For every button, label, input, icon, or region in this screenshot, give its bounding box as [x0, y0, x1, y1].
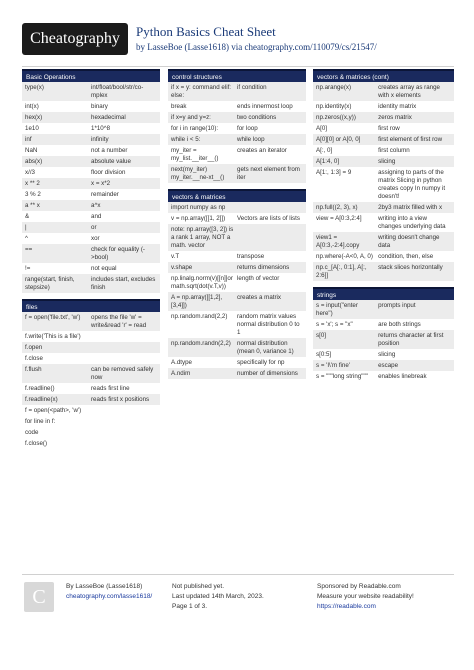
row-value: x = x*2: [91, 179, 111, 187]
table-row: [313, 112, 454, 123]
sheet-url-link[interactable]: cheatography.com/110079/cs/21547/: [244, 42, 377, 52]
row-key: f.readline(x): [25, 395, 58, 403]
row-key: 1e10: [25, 124, 39, 132]
section-title: strings: [313, 287, 454, 300]
row-value: random matrix values normal distribution 0 to 1: [237, 312, 300, 336]
table-row: [313, 360, 454, 371]
row-key: 3 % 2: [25, 190, 41, 198]
row-value: if condition: [237, 83, 267, 91]
row-value: writing into a view changes underlying data: [378, 214, 446, 230]
row-key: if x=y and y=z:: [171, 113, 211, 121]
table-row: [22, 353, 160, 364]
row-value: while loop: [237, 135, 265, 143]
row-key: s = input("enter here"): [316, 301, 358, 317]
row-key: f = open('file.txt', 'w'): [25, 313, 81, 321]
table-row: [22, 189, 160, 200]
row-value: not a number: [91, 146, 128, 154]
table-row: [22, 244, 160, 263]
table-row: [313, 262, 454, 281]
table-row: [22, 211, 160, 222]
section-vectors-matrices: [168, 189, 306, 379]
footer-published: Not published yet.: [172, 583, 225, 590]
row-key: s = 'x'; s = "x": [316, 320, 353, 328]
table-row: [313, 251, 454, 262]
row-key: next(my_iter) my_iter.__ne-xt__(): [171, 165, 225, 181]
row-value: [91, 344, 157, 352]
row-value: infinity: [91, 135, 109, 143]
row-key: my_iter = my_list.__iter__(): [171, 146, 219, 162]
row-key: s = 'I\'m fine': [316, 361, 350, 369]
row-key: int(x): [25, 102, 39, 110]
row-value: opens the file 'w' = write&read 'r' = read: [91, 313, 147, 329]
table-row: [22, 342, 160, 353]
row-key: view = A[0:3,2:4]: [316, 214, 362, 222]
row-key: np.random.rand(2,2): [171, 312, 228, 320]
table-row: [313, 123, 454, 134]
section-title: vectors & matrices: [168, 189, 306, 202]
footer-meta: [172, 582, 264, 612]
row-value: creates an iterator: [237, 146, 287, 154]
table-row: [168, 368, 306, 379]
code-line: f.close(): [25, 439, 48, 447]
table-row: [22, 200, 160, 211]
table-row: [168, 262, 306, 273]
table-row: [313, 300, 454, 319]
row-key: A[0][0] or A[0, 0]: [316, 135, 361, 143]
table-row: [168, 213, 306, 224]
row-value: reads first x positions: [91, 395, 150, 403]
row-value: returns dimensions: [237, 263, 290, 271]
row-value: two conditions: [237, 113, 277, 121]
row-key: ==: [25, 245, 33, 253]
row-value: assigning to parts of the matrix Slicing in python creates copy In numpy it doesn't!: [378, 168, 446, 200]
row-value: hexadecimal: [91, 113, 126, 121]
row-value: can be removed safely now: [91, 365, 154, 381]
byline: by LasseBoe (Lasse1618) via cheatography.com/110079/cs/21547/: [136, 42, 377, 52]
section-strings: [313, 287, 454, 382]
author-link[interactable]: LasseBoe (Lasse1618): [147, 42, 229, 52]
row-value: or: [91, 223, 97, 231]
row-key: s = """long string""": [316, 372, 368, 380]
table-row: [22, 312, 160, 331]
table-row: [168, 112, 306, 123]
footer-sponsor-link[interactable]: https://readable.com: [317, 603, 376, 610]
code-line: for line in f:: [25, 417, 56, 425]
row-value: floor division: [91, 168, 126, 176]
table-row: [168, 134, 306, 145]
row-key: np.identity(x): [316, 102, 352, 110]
row-value: specifically for np: [237, 358, 285, 366]
row-value: condition, then, else: [378, 252, 434, 260]
row-key: NaN: [25, 146, 38, 154]
table-row: [313, 319, 454, 330]
table-row: [22, 101, 160, 112]
table-row: [313, 371, 454, 382]
table-row: [313, 232, 454, 251]
column-3: [313, 69, 454, 388]
row-key: type(x): [25, 83, 44, 91]
table-row: [22, 82, 160, 101]
row-key: np.full((2, 3), x): [316, 203, 358, 211]
table-row: [313, 202, 454, 213]
footer-sponsor: [317, 582, 414, 612]
table-row: [168, 82, 306, 101]
row-value: includes start, excludes finish: [91, 275, 156, 291]
row-value: [237, 204, 303, 212]
table-row: [168, 251, 306, 262]
table-row: [22, 156, 160, 167]
table-row: [313, 167, 454, 202]
row-value: [237, 226, 303, 250]
table-row: [22, 233, 160, 244]
table-row: [313, 156, 454, 167]
row-key: x//3: [25, 168, 35, 176]
table-row: [22, 145, 160, 156]
row-key: f.write('This is a file'): [25, 332, 81, 340]
table-row: [313, 101, 454, 112]
row-value: and: [91, 212, 102, 220]
row-key: note: np.array([3, 2]) is a rank 1 array, NOT a math. vector: [171, 225, 234, 249]
row-key: !=: [25, 264, 31, 272]
table-row: [22, 383, 160, 394]
row-value: not equal: [91, 264, 117, 272]
row-value: absolute value: [91, 157, 131, 165]
page-footer: [22, 574, 454, 624]
row-key: v.shape: [171, 263, 193, 271]
footer-author: [66, 582, 152, 602]
row-key: &: [25, 212, 30, 220]
row-key: |: [25, 223, 27, 231]
row-key: v.T: [171, 252, 180, 260]
table-row: [168, 164, 306, 183]
row-key: view1 = A[0:3,-2:4].copy: [316, 233, 360, 249]
table-row: [313, 349, 454, 360]
footer-page: Page 1 of 3.: [172, 603, 208, 610]
section-basic-operations: [22, 69, 160, 293]
table-row: [168, 145, 306, 164]
row-key: A[1:, 1:3] = 9: [316, 168, 352, 176]
table-row: [313, 330, 454, 349]
table-row: [168, 338, 306, 357]
table-row: [168, 224, 306, 251]
section-title: Basic Operations: [22, 69, 160, 82]
row-value: 1*10^8: [91, 124, 111, 132]
row-value: enables linebreak: [378, 372, 427, 380]
page-header: [22, 20, 454, 62]
section-title: vectors & matrices (cont): [313, 69, 454, 82]
table-row: [168, 123, 306, 134]
row-value: creates a matrix: [237, 293, 282, 301]
row-key: np.c_[A[:, 0:1], A[:, 2:6]]: [316, 263, 367, 279]
row-key: abs(x): [25, 157, 43, 165]
table-row: [313, 82, 454, 101]
footer-by: By LasseBoe (Lasse1618): [66, 583, 143, 590]
row-key: inf: [25, 135, 32, 143]
row-value: reads first line: [91, 384, 130, 392]
table-row: [168, 357, 306, 368]
row-value: length of vector: [237, 274, 280, 282]
row-value: escape: [378, 361, 399, 369]
row-value: a^x: [91, 201, 101, 209]
code-line: code: [25, 428, 39, 436]
row-key: A.dtype: [171, 358, 192, 366]
footer-sponsor-text: Measure your website readability!: [317, 593, 414, 600]
table-row: [22, 123, 160, 134]
row-key: A = np.array([[1,2],[3,4]]): [171, 293, 223, 309]
row-value: for loop: [237, 124, 258, 132]
row-key: while i < 5:: [171, 135, 201, 143]
section-title: control structures: [168, 69, 306, 82]
row-key: np.linalg.norm(v)[[n]]or math.sqrt(dot(v.T,v)): [171, 274, 233, 290]
row-value: [91, 355, 157, 363]
cheatography-logo[interactable]: Cheatography: [22, 23, 128, 55]
footer-updated: Last updated 14th March, 2023.: [172, 593, 264, 600]
page-title: Python Basics Cheat Sheet: [136, 24, 276, 39]
row-value: 2by3 matrix filled with x: [378, 203, 443, 211]
section-control-structures: [168, 69, 306, 183]
footer-author-link[interactable]: cheatography.com/lasse1618/: [66, 593, 153, 600]
header-divider: [22, 66, 454, 67]
row-key: A.ndim: [171, 369, 191, 377]
table-row: [22, 222, 160, 233]
row-key: s[0:5]: [316, 350, 332, 358]
table-row: [22, 178, 160, 189]
table-row: [22, 112, 160, 123]
row-key: np.arange(x): [316, 83, 352, 91]
row-key: hex(x): [25, 113, 43, 121]
table-row: [22, 134, 160, 145]
section-title: files: [22, 299, 160, 312]
section-vectors-matrices-cont: [313, 69, 454, 281]
table-row: [22, 394, 160, 405]
row-key: f.flush: [25, 365, 42, 373]
row-value: [91, 333, 157, 341]
column-2: [168, 69, 306, 385]
row-key: import numpy as np: [171, 203, 226, 211]
row-value: returns character at first position: [378, 331, 444, 347]
row-value: first element of first row: [378, 135, 443, 143]
row-value: check for equality (->bool): [91, 245, 145, 261]
section-files: [22, 299, 160, 449]
row-key: f.readline(): [25, 384, 55, 392]
row-value: writing doesn't change data: [378, 233, 440, 249]
row-key: break: [171, 102, 187, 110]
row-value: binary: [91, 102, 108, 110]
row-key: ^: [25, 234, 28, 242]
row-value: remainder: [91, 190, 119, 198]
table-row: [168, 101, 306, 112]
row-value: are both strings: [378, 320, 421, 328]
row-key: s[0]: [316, 331, 326, 339]
row-key: for i in range(10):: [171, 124, 219, 132]
row-key: np.where(-A<0, A, 0): [316, 252, 373, 260]
table-row: [313, 134, 454, 145]
row-value: number of dimensions: [237, 369, 298, 377]
code-line: f = open(<path>, 'w'): [25, 406, 82, 414]
row-value: xor: [91, 234, 100, 242]
row-value: Vectors are lists of lists: [237, 214, 300, 222]
row-value: zeros matrix: [378, 113, 412, 121]
table-row: [22, 364, 160, 383]
table-row: [168, 202, 306, 213]
row-key: v = np.array([[1, 2]]): [171, 214, 226, 222]
row-value: creates array as range with x elements: [378, 83, 440, 99]
table-row: [168, 273, 306, 292]
row-value: first column: [378, 146, 410, 154]
table-row: [168, 292, 306, 311]
row-value: normal distribution (mean 0, variance 1): [237, 339, 294, 355]
table-row: [22, 167, 160, 178]
column-1: [22, 69, 160, 455]
row-value: prompts input: [378, 301, 416, 309]
footer-divider: [22, 574, 454, 575]
row-value: int/float/bool/str/co-mplex: [91, 83, 144, 99]
row-key: A[0]: [316, 124, 328, 132]
footer-sponsor-title: Sponsored by Readable.com: [317, 583, 401, 590]
row-value: identity matrix: [378, 102, 417, 110]
row-key: f.close: [25, 354, 43, 362]
table-row: [22, 263, 160, 274]
row-value: first row: [378, 124, 400, 132]
table-row: [313, 145, 454, 156]
row-value: slicing: [378, 157, 396, 165]
row-value: slicing: [378, 350, 396, 358]
row-value: gets next element from iter: [237, 165, 300, 181]
row-key: np.random.randn(2,2): [171, 339, 231, 347]
row-key: a ** x: [25, 201, 40, 209]
row-key: A[:, 0]: [316, 146, 333, 154]
table-row: [168, 311, 306, 338]
table-row: [22, 331, 160, 342]
row-key: x ** 2: [25, 179, 40, 187]
table-row: [22, 274, 160, 293]
row-value: ends innermost loop: [237, 102, 293, 110]
author-avatar[interactable]: C: [24, 582, 54, 612]
row-value: transpose: [237, 252, 265, 260]
row-value: stack slices horizontally: [378, 263, 443, 271]
row-key: if x = y: command elif: else:: [171, 83, 232, 99]
row-key: A[1:4, 0]: [316, 157, 340, 165]
row-key: range(start, finish, stepsize): [25, 275, 75, 291]
table-row: [313, 213, 454, 232]
row-key: np.zeros((x,y)): [316, 113, 356, 121]
row-key: f.open: [25, 343, 43, 351]
